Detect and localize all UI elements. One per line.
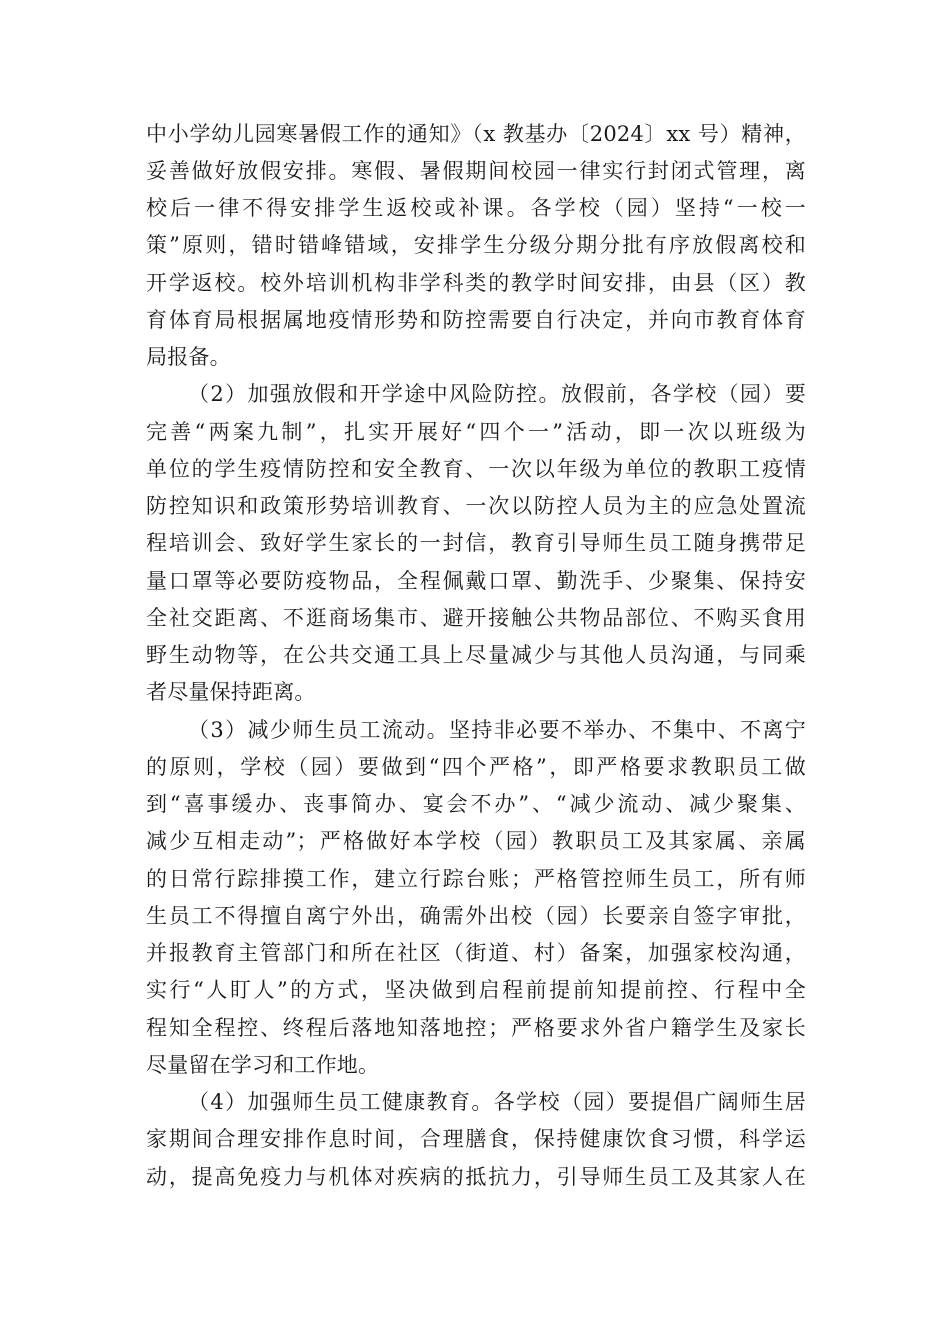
text-line: 程培训会、致好学生家长的一封信，教育引导师生员工随身携带足 bbox=[146, 531, 806, 555]
text-line: 的日常行踪排摸工作，建立行踪台账；严格管控师生员工，所有师 bbox=[146, 867, 806, 891]
text-line: 中小学幼儿园寒暑假工作的通知》（x 教基办〔2024〕xx 号）精神， bbox=[146, 122, 806, 146]
text-line: 量口罩等必要防疫物品，全程佩戴口罩、勤洗手、少聚集、保持安 bbox=[146, 569, 806, 593]
text-line: 者尽量保持距离。 bbox=[146, 680, 316, 704]
text-line: 程知全程控、终程后落地知落地控；严格要求外省户籍学生及家长 bbox=[146, 1016, 806, 1040]
text-line: 开学返校。校外培训机构非学科类的教学时间安排，由县（区）教 bbox=[146, 271, 806, 295]
text-line: 单位的学生疫情防控和安全教育、一次以年级为单位的教职工疫情 bbox=[146, 457, 806, 481]
text-line: 校后一律不得安排学生返校或补课。各学校（园）坚持“一校一 bbox=[146, 196, 806, 220]
text-line: 到“喜事缓办、丧事简办、宴会不办”、“减少流动、减少聚集、 bbox=[146, 792, 806, 816]
paragraph-start-line: （4）加强师生员工健康教育。各学校（园）要提倡广阔师生居 bbox=[188, 1090, 806, 1114]
paragraph-start-line: （3）减少师生员工流动。坚持非必要不举办、不集中、不离宁 bbox=[188, 718, 806, 742]
text-line: 局报备。 bbox=[146, 345, 231, 369]
text-line: 动，提高免疫力与机体对疾病的抵抗力，引导师生员工及其家人在 bbox=[146, 1165, 806, 1189]
text-line: 尽量留在学习和工作地。 bbox=[146, 1053, 380, 1077]
text-line: 家期间合理安排作息时间，合理膳食，保持健康饮食习惯，科学运 bbox=[146, 1127, 806, 1151]
text-line: 减少互相走动”；严格做好本学校（园）教职员工及其家属、亲属 bbox=[146, 829, 806, 853]
paragraph-start-line: （2）加强放假和开学途中风险防控。放假前，各学校（园）要 bbox=[188, 382, 806, 406]
text-line: 育体育局根据属地疫情形势和防控需要自行决定，并向市教育体育 bbox=[146, 308, 806, 332]
text-line: 妥善做好放假安排。寒假、暑假期间校园一律实行封闭式管理，离 bbox=[146, 159, 806, 183]
text-line: 并报教育主管部门和所在社区（街道、村）备案，加强家校沟通， bbox=[146, 941, 806, 965]
text-line: 防控知识和政策形势培训教育、一次以防控人员为主的应急处置流 bbox=[146, 494, 806, 518]
text-line: 策”原则，错时错峰错域，安排学生分级分期分批有序放假离校和 bbox=[146, 233, 806, 257]
text-line: 的原则，学校（园）要做到“四个严格”，即严格要求教职员工做 bbox=[146, 755, 806, 779]
text-line: 全社交距离、不逛商场集市、避开接触公共物品部位、不购买食用 bbox=[146, 606, 806, 630]
text-line: 完善“两案九制”，扎实开展好“四个一”活动，即一次以班级为 bbox=[146, 420, 806, 444]
text-line: 野生动物等，在公共交通工具上尽量减少与其他人员沟通，与同乘 bbox=[146, 643, 806, 667]
text-line: 生员工不得擅自离宁外出，确需外出校（园）长要亲自签字审批， bbox=[146, 904, 806, 928]
text-line: 实行“人盯人”的方式，坚决做到启程前提前知提前控、行程中全 bbox=[146, 978, 806, 1002]
